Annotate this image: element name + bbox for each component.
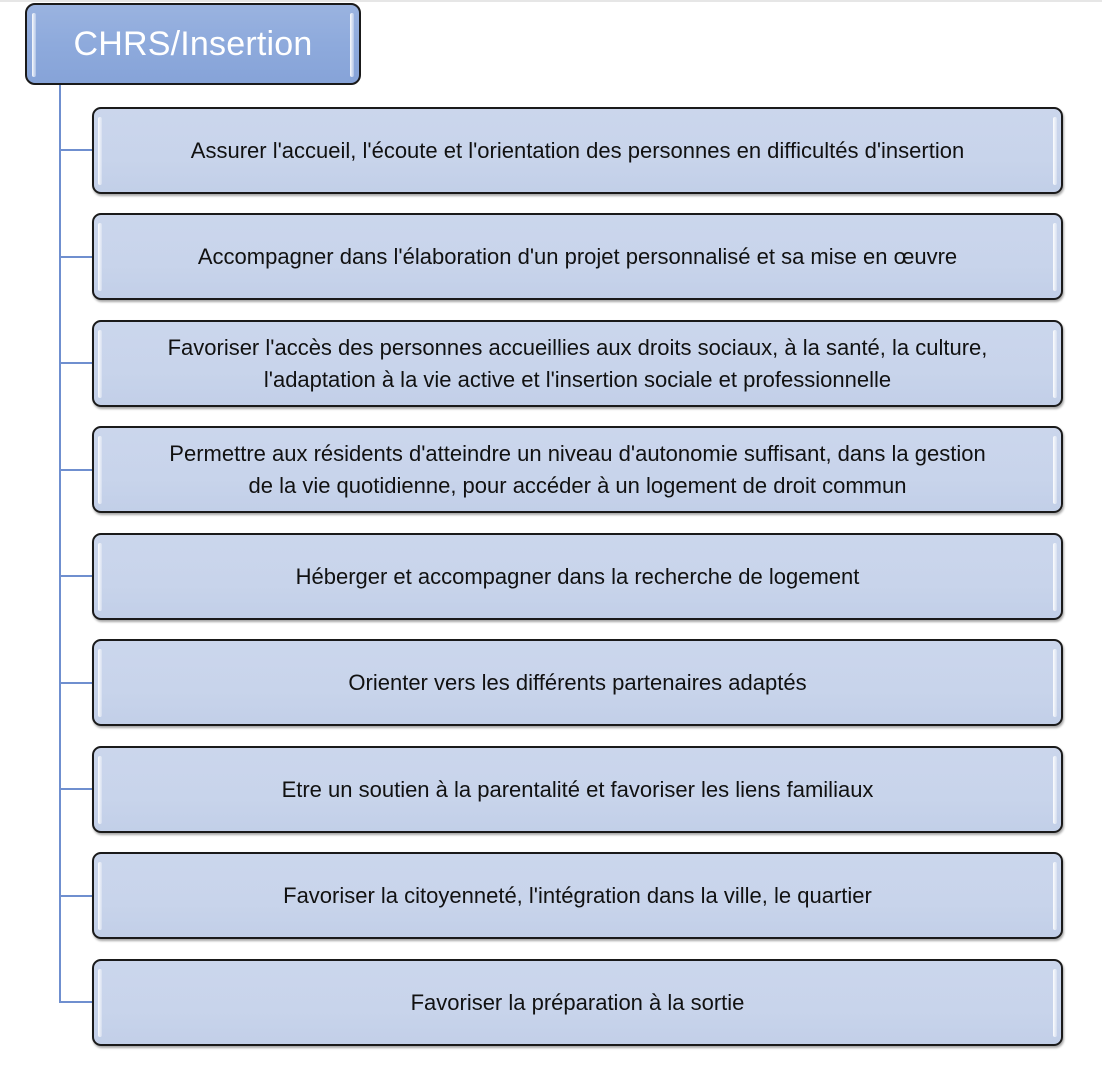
connector-branch-9 xyxy=(59,1001,93,1003)
connector-branch-3 xyxy=(59,362,93,364)
child-node-label: Favoriser l'accès des personnes accueillies aux droits sociaux, à la santé, la culture, l'adaptation à la vie active et l'insertion sociale et professionnelle xyxy=(167,334,988,392)
child-node-citoyennete xyxy=(92,852,1063,939)
child-node-label: Permettre aux résidents d'atteindre un niveau d'autonomie suffisant, dans la gestion de la vie quotidienne, pour accéder à un logement de droit commun xyxy=(169,440,986,498)
connector-branch-1 xyxy=(59,149,93,151)
connector-branch-8 xyxy=(59,895,93,897)
child-node-label: Orienter vers les différents partenaires adaptés xyxy=(348,669,807,695)
child-node-label: Etre un soutien à la parentalité et favoriser les liens familiaux xyxy=(281,776,874,802)
child-node-label: Favoriser la citoyenneté, l'intégration dans la ville, le quartier xyxy=(283,882,872,908)
root-node-chrs-insertion xyxy=(25,3,361,85)
connector-branch-7 xyxy=(59,788,93,790)
connector-branch-4 xyxy=(59,469,93,471)
child-node-label: Favoriser la préparation à la sortie xyxy=(410,989,745,1015)
child-node-parentalite xyxy=(92,746,1063,833)
child-node-projet-personnalise xyxy=(92,213,1063,300)
child-node-acces-droits xyxy=(92,320,1063,407)
child-node-accueil xyxy=(92,107,1063,194)
connector-branch-6 xyxy=(59,682,93,684)
connector-branch-2 xyxy=(59,256,93,258)
child-node-preparation-sortie xyxy=(92,959,1063,1046)
child-node-orientation-partenaires xyxy=(92,639,1063,726)
child-node-label: Accompagner dans l'élaboration d'un projet personnalisé et sa mise en œuvre xyxy=(197,243,958,269)
connector-branch-5 xyxy=(59,575,93,577)
root-node-label: CHRS/Insertion xyxy=(73,24,313,63)
child-node-label: Assurer l'accueil, l'écoute et l'orientation des personnes en difficultés d'insertion xyxy=(190,137,965,163)
child-node-label: Héberger et accompagner dans la recherche de logement xyxy=(295,563,860,589)
child-node-autonomie xyxy=(92,426,1063,513)
child-node-hebergement xyxy=(92,533,1063,620)
top-divider xyxy=(0,0,1102,2)
connector-trunk xyxy=(59,85,61,1003)
